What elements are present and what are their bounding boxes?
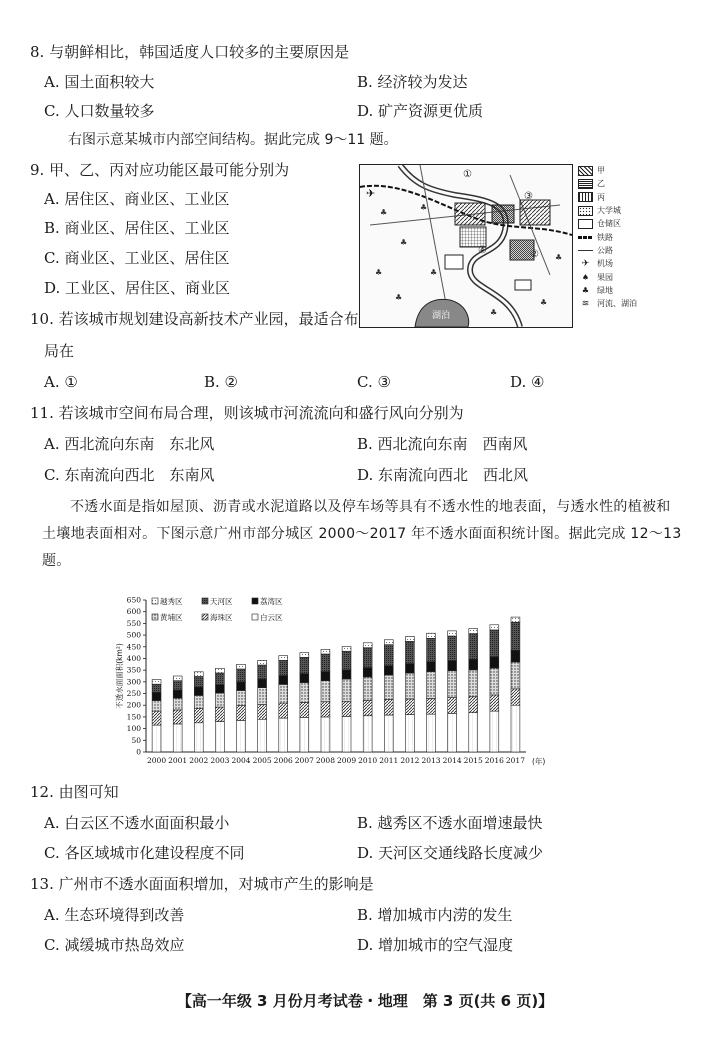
bar-segment	[363, 668, 372, 677]
y-axis-label: 不透水面面积(km²)	[115, 643, 124, 709]
bar-segment	[215, 722, 224, 752]
bar-segment	[173, 698, 182, 710]
y-tick-label: 50	[131, 735, 141, 745]
q12-option-a: A. 白云区不透水面面积最小	[44, 814, 230, 832]
legend-label: 海珠区	[210, 613, 233, 622]
legend-swatch	[202, 614, 208, 620]
q11-stem: 11. 若该城市空间布局合理，则该城市河流流向和盛行风向分别为	[30, 404, 464, 422]
bar-segment	[258, 705, 267, 720]
bar-segment	[427, 638, 436, 661]
svg-text:✈: ✈	[366, 187, 376, 200]
svg-text:♣: ♣	[555, 253, 563, 262]
bar-segment	[237, 669, 246, 682]
x-tick-label: 2013	[421, 756, 441, 765]
q13-option-a: A. 生态环境得到改善	[44, 906, 185, 924]
q8-stem: 8. 与朝鲜相比，韩国适度人口较多的主要原因是	[30, 43, 350, 61]
q10-option-c: C. ③	[357, 373, 391, 391]
intro-12-13: 不透水面是指如屋顶、沥青或水泥道路以及停车场等具有不透水性的地表面，与透水性的植被和土壤地表面相对。下图示意广州市部分城区 2000～2017 年不透水面面积统计图。据此完成 12～13 题。	[42, 499, 682, 569]
bar-segment	[279, 676, 288, 685]
bar-segment	[215, 668, 224, 673]
q11-option-c: C. 东南流向西北 东南风	[44, 466, 215, 484]
bar-segment	[173, 724, 182, 752]
bar-segment	[173, 690, 182, 698]
q8-option-a: A. 国土面积较大	[44, 73, 155, 91]
x-axis-label: (年)	[532, 757, 546, 766]
bar-segment	[279, 703, 288, 718]
orchard-icon: ♠	[581, 272, 590, 282]
legend-item-bing: 丙	[578, 191, 698, 204]
y-tick-label: 300	[126, 677, 141, 687]
legend-swatch	[252, 614, 258, 620]
bar-segment	[511, 689, 520, 705]
bar-segment	[342, 701, 351, 716]
bar-segment	[237, 690, 246, 705]
bar-segment	[490, 625, 499, 630]
road-icon	[578, 250, 593, 251]
q9-option-c: C. 商业区、工业区、居住区	[44, 249, 230, 267]
bar-segment	[405, 699, 414, 715]
bar-segment	[384, 700, 393, 715]
q13-option-b: B. 增加城市内涝的发生	[357, 906, 513, 924]
bar-segment	[405, 673, 414, 699]
legend-label: 天河区	[210, 597, 233, 606]
legend-item-airport: ✈ 机场	[578, 257, 698, 270]
bar-segment	[300, 717, 309, 752]
bar-segment	[194, 687, 203, 695]
bar-segment	[384, 640, 393, 645]
q9-option-a: A. 居住区、商业区、工业区	[44, 190, 230, 208]
svg-text:♣: ♣	[490, 308, 498, 317]
bar-segment	[448, 636, 457, 661]
x-tick-label: 2012	[400, 756, 420, 765]
legend-swatch	[152, 598, 158, 604]
bar-segment	[194, 676, 203, 687]
x-tick-label: 2011	[379, 756, 399, 765]
legend-label: 黄埔区	[160, 613, 183, 622]
y-tick-label: 650	[126, 595, 141, 605]
bar-segment	[194, 672, 203, 677]
bar-segment	[258, 679, 267, 688]
bar-segment	[405, 664, 414, 674]
bar-segment	[237, 720, 246, 752]
bar-segment	[173, 676, 182, 681]
bar-segment	[448, 713, 457, 752]
legend-swatch	[152, 614, 158, 620]
bar-segment	[258, 660, 267, 665]
q12-option-c: C. 各区域城市化建设程度不同	[44, 844, 245, 862]
x-tick-label: 2014	[442, 756, 462, 765]
legend-item-greenland: ♣ 绿地	[578, 284, 698, 297]
bar-segment	[469, 659, 478, 670]
y-tick-label: 250	[126, 689, 141, 699]
legend-item-jia: 甲	[578, 164, 698, 177]
bar-segment	[279, 660, 288, 675]
bar-segment	[152, 701, 161, 712]
grid-box-icon	[578, 192, 593, 202]
bar-segment	[448, 631, 457, 636]
q9-option-d: D. 工业区、居住区、商业区	[44, 279, 231, 297]
q10-stem-line1: 10. 若该城市规划建设高新技术产业园，最适合布	[30, 310, 359, 328]
svg-text:♣: ♣	[400, 238, 408, 247]
bar-segment	[511, 650, 520, 662]
q10-stem-line2: 局在	[44, 342, 75, 360]
bar-segment	[300, 657, 309, 673]
bar-segment	[237, 664, 246, 669]
map-lake-label: 湖泊	[432, 311, 451, 321]
svg-text:♣: ♣	[540, 298, 548, 307]
bar-segment	[342, 716, 351, 752]
impervious-surface-chart	[112, 590, 572, 772]
bar-segment	[342, 647, 351, 652]
legend-item-road: 公路	[578, 244, 698, 257]
q11-option-d: D. 东南流向西北 西北风	[357, 466, 529, 484]
legend-item-orchard: ♠ 果园	[578, 270, 698, 283]
bar-segment	[448, 671, 457, 698]
legend-label: 白云区	[260, 613, 283, 622]
legend-label: 越秀区	[160, 597, 183, 606]
bar-segment	[152, 680, 161, 685]
y-tick-label: 500	[126, 630, 141, 640]
x-tick-label: 2016	[484, 756, 504, 765]
bar-segment	[300, 683, 309, 703]
bar-segment	[469, 697, 478, 713]
legend-swatch	[202, 598, 208, 604]
y-tick-label: 200	[126, 700, 141, 710]
bar-segment	[321, 717, 330, 752]
chart-legend	[152, 596, 283, 622]
bar-segment	[194, 708, 203, 722]
bar-segment	[363, 716, 372, 752]
x-tick-label: 2001	[168, 756, 188, 765]
bar-segment	[427, 672, 436, 699]
q8-option-d: D. 矿产资源更优质	[357, 102, 484, 120]
bar-segment	[321, 702, 330, 717]
bar-segment	[469, 629, 478, 634]
y-tick-label: 400	[126, 653, 141, 663]
x-tick-label: 2009	[337, 756, 357, 765]
intro-9-11: 右图示意某城市内部空间结构。据此完成 9～11 题。	[68, 132, 398, 148]
legend-item-storage: 仓储区	[578, 217, 698, 230]
x-tick-label: 2003	[210, 756, 230, 765]
legend-item-railway: 铁路	[578, 230, 698, 243]
y-tick-label: 450	[126, 642, 141, 652]
x-tick-label: 2015	[463, 756, 483, 765]
x-tick-label: 2017	[505, 756, 525, 765]
bar-segment	[427, 698, 436, 714]
bar-segment	[363, 643, 372, 648]
bar-segment	[215, 673, 224, 685]
chart-bars	[152, 617, 520, 752]
bar-segment	[258, 719, 267, 752]
q13-option-c: C. 减缓城市热岛效应	[44, 936, 185, 954]
q13-option-d: D. 增加城市的空气湿度	[357, 936, 514, 954]
bar-segment	[405, 641, 414, 663]
bar-segment	[215, 693, 224, 707]
bar-segment	[342, 651, 351, 670]
legend-item-university: 大学城	[578, 204, 698, 217]
bar-segment	[258, 688, 267, 705]
svg-text:♣: ♣	[375, 268, 383, 277]
bar-segment	[321, 654, 330, 672]
q10-option-b: B. ②	[204, 373, 239, 391]
bar-segment	[321, 672, 330, 681]
legend-item-river: ≋ 河流、湖泊	[578, 297, 698, 310]
legend-label: 荔湾区	[260, 597, 283, 606]
x-tick-label: 2008	[315, 756, 335, 765]
bar-segment	[279, 718, 288, 752]
bar-segment	[427, 662, 436, 672]
bar-segment	[405, 636, 414, 641]
airplane-icon: ✈	[581, 258, 590, 269]
bar-segment	[279, 684, 288, 703]
x-tick-label: 2002	[189, 756, 209, 765]
page-footer: 【高一年级 3 月份月考试卷・地理 第 3 页(共 6 页)】	[176, 992, 554, 1010]
bar-segment	[469, 670, 478, 697]
bar-segment	[237, 682, 246, 691]
bar-segment	[215, 685, 224, 693]
q13-stem: 13. 广州市不透水面面积增加，对城市产生的影响是	[30, 875, 374, 893]
y-tick-label: 0	[136, 747, 141, 757]
q8-option-b: B. 经济较为发达	[357, 73, 468, 91]
x-tick-label: 2004	[231, 756, 251, 765]
q11-option-a: A. 西北流向东南 东北风	[44, 435, 215, 453]
bar-segment	[511, 622, 520, 650]
bar-segment	[427, 714, 436, 752]
bar-segment	[490, 695, 499, 711]
y-tick-label: 550	[126, 618, 141, 628]
bar-segment	[405, 715, 414, 752]
map-marker-4: ④	[478, 245, 487, 256]
greenland-icon: ♣	[581, 285, 590, 295]
bar-segment	[321, 649, 330, 654]
y-tick-label: 150	[126, 712, 141, 722]
dense-hatch-box-icon	[578, 179, 593, 189]
bar-segment	[490, 630, 499, 657]
bar-segment	[173, 681, 182, 690]
x-tick-label: 2000	[147, 756, 167, 765]
bar-segment	[363, 648, 372, 668]
q11-option-b: B. 西北流向东南 西南风	[357, 435, 528, 453]
bar-segment	[258, 665, 267, 679]
q9-option-b: B. 商业区、居住区、工业区	[44, 219, 230, 237]
bar-segment	[384, 645, 393, 666]
bar-segment	[300, 702, 309, 717]
x-tick-label: 2007	[294, 756, 314, 765]
x-tick-label: 2010	[358, 756, 378, 765]
q12-option-b: B. 越秀区不透水面增速最快	[357, 814, 543, 832]
y-tick-label: 600	[126, 607, 141, 617]
x-tick-label: 2006	[273, 756, 293, 765]
bar-segment	[321, 681, 330, 702]
bar-segment	[152, 684, 161, 692]
svg-text:♣: ♣	[430, 268, 438, 277]
map-marker-3: ③	[524, 191, 533, 202]
bar-segment	[448, 661, 457, 671]
bar-segment	[384, 666, 393, 675]
q12-stem: 12. 由图可知	[30, 783, 119, 801]
bar-segment	[194, 723, 203, 752]
bar-segment	[342, 679, 351, 701]
q10-option-d: D. ④	[510, 373, 545, 391]
bar-segment	[152, 692, 161, 700]
map-marker-1: ①	[463, 169, 472, 180]
bar-segment	[300, 674, 309, 683]
bar-segment	[194, 695, 203, 708]
q10-option-a: A. ①	[44, 373, 78, 391]
bar-segment	[511, 662, 520, 689]
city-map-drawing	[360, 165, 572, 327]
empty-box-icon	[578, 219, 593, 229]
bar-segment	[448, 698, 457, 714]
bar-segment	[384, 715, 393, 752]
map-marker-2: ②	[530, 249, 539, 260]
bar-segment	[237, 706, 246, 721]
bar-segment	[384, 675, 393, 700]
q12-option-d: D. 天河区交通线路长度减少	[357, 844, 544, 862]
bar-segment	[469, 634, 478, 660]
bar-segment	[469, 713, 478, 752]
legend-swatch	[252, 598, 258, 604]
y-tick-label: 100	[126, 724, 141, 734]
bar-segment	[490, 711, 499, 752]
river-icon: ≋	[581, 298, 590, 309]
q8-option-c: C. 人口数量较多	[44, 102, 155, 120]
bar-segment	[342, 670, 351, 679]
map-legend	[578, 164, 698, 310]
svg-text:♣: ♣	[420, 203, 428, 212]
bar-segment	[152, 711, 161, 725]
bar-segment	[152, 725, 161, 752]
dotted-box-icon	[578, 206, 593, 216]
svg-text:♣: ♣	[380, 208, 388, 217]
hatched-box-icon	[578, 166, 593, 176]
bar-segment	[427, 633, 436, 638]
bar-segment	[363, 677, 372, 700]
bar-segment	[279, 656, 288, 661]
q9-stem: 9. 甲、乙、丙对应功能区最可能分别为	[30, 161, 290, 179]
bar-segment	[490, 668, 499, 695]
y-tick-label: 350	[126, 665, 141, 675]
x-tick-label: 2005	[252, 756, 272, 765]
svg-text:♣: ♣	[395, 293, 403, 302]
bar-segment	[215, 707, 224, 721]
bar-segment	[300, 653, 309, 658]
bar-segment	[173, 710, 182, 724]
bar-segment	[490, 657, 499, 668]
legend-item-yi: 乙	[578, 177, 698, 190]
bar-segment	[511, 705, 520, 752]
bar-segment	[363, 700, 372, 715]
city-structure-map	[359, 164, 573, 328]
bar-segment	[511, 617, 520, 622]
railway-icon	[578, 236, 593, 239]
